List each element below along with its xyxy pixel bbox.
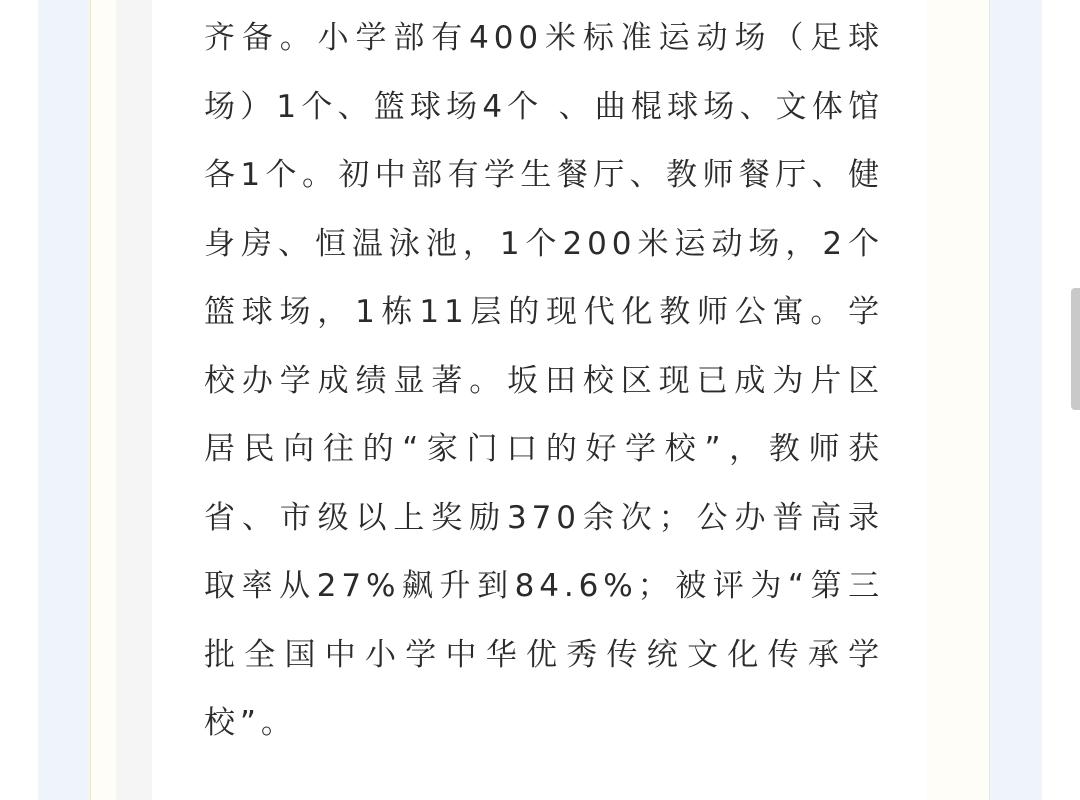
left-side-band xyxy=(38,0,90,800)
right-side-band xyxy=(990,0,1042,800)
article-paragraph: 齐备。小学部有400米标准运动场（足球场）1个、篮球场4个 、曲棍球场、文体馆各1个。初中部有学生餐厅、教师餐厅、健身房、恒温泳池，1个200米运动场，2个篮球场，1栋11层的现代化教师公寓。学校办学成绩显著。坂田校区现已成为片区居民向往的“家门口的好学校”，教师获省、市级以上奖励370余次；公办普高录取率从27%飙升到84.6%；被评为“第三批全国中小学中华优秀传统文化传承学校”。 xyxy=(204,20,884,741)
scrollbar-thumb[interactable] xyxy=(1071,288,1080,410)
